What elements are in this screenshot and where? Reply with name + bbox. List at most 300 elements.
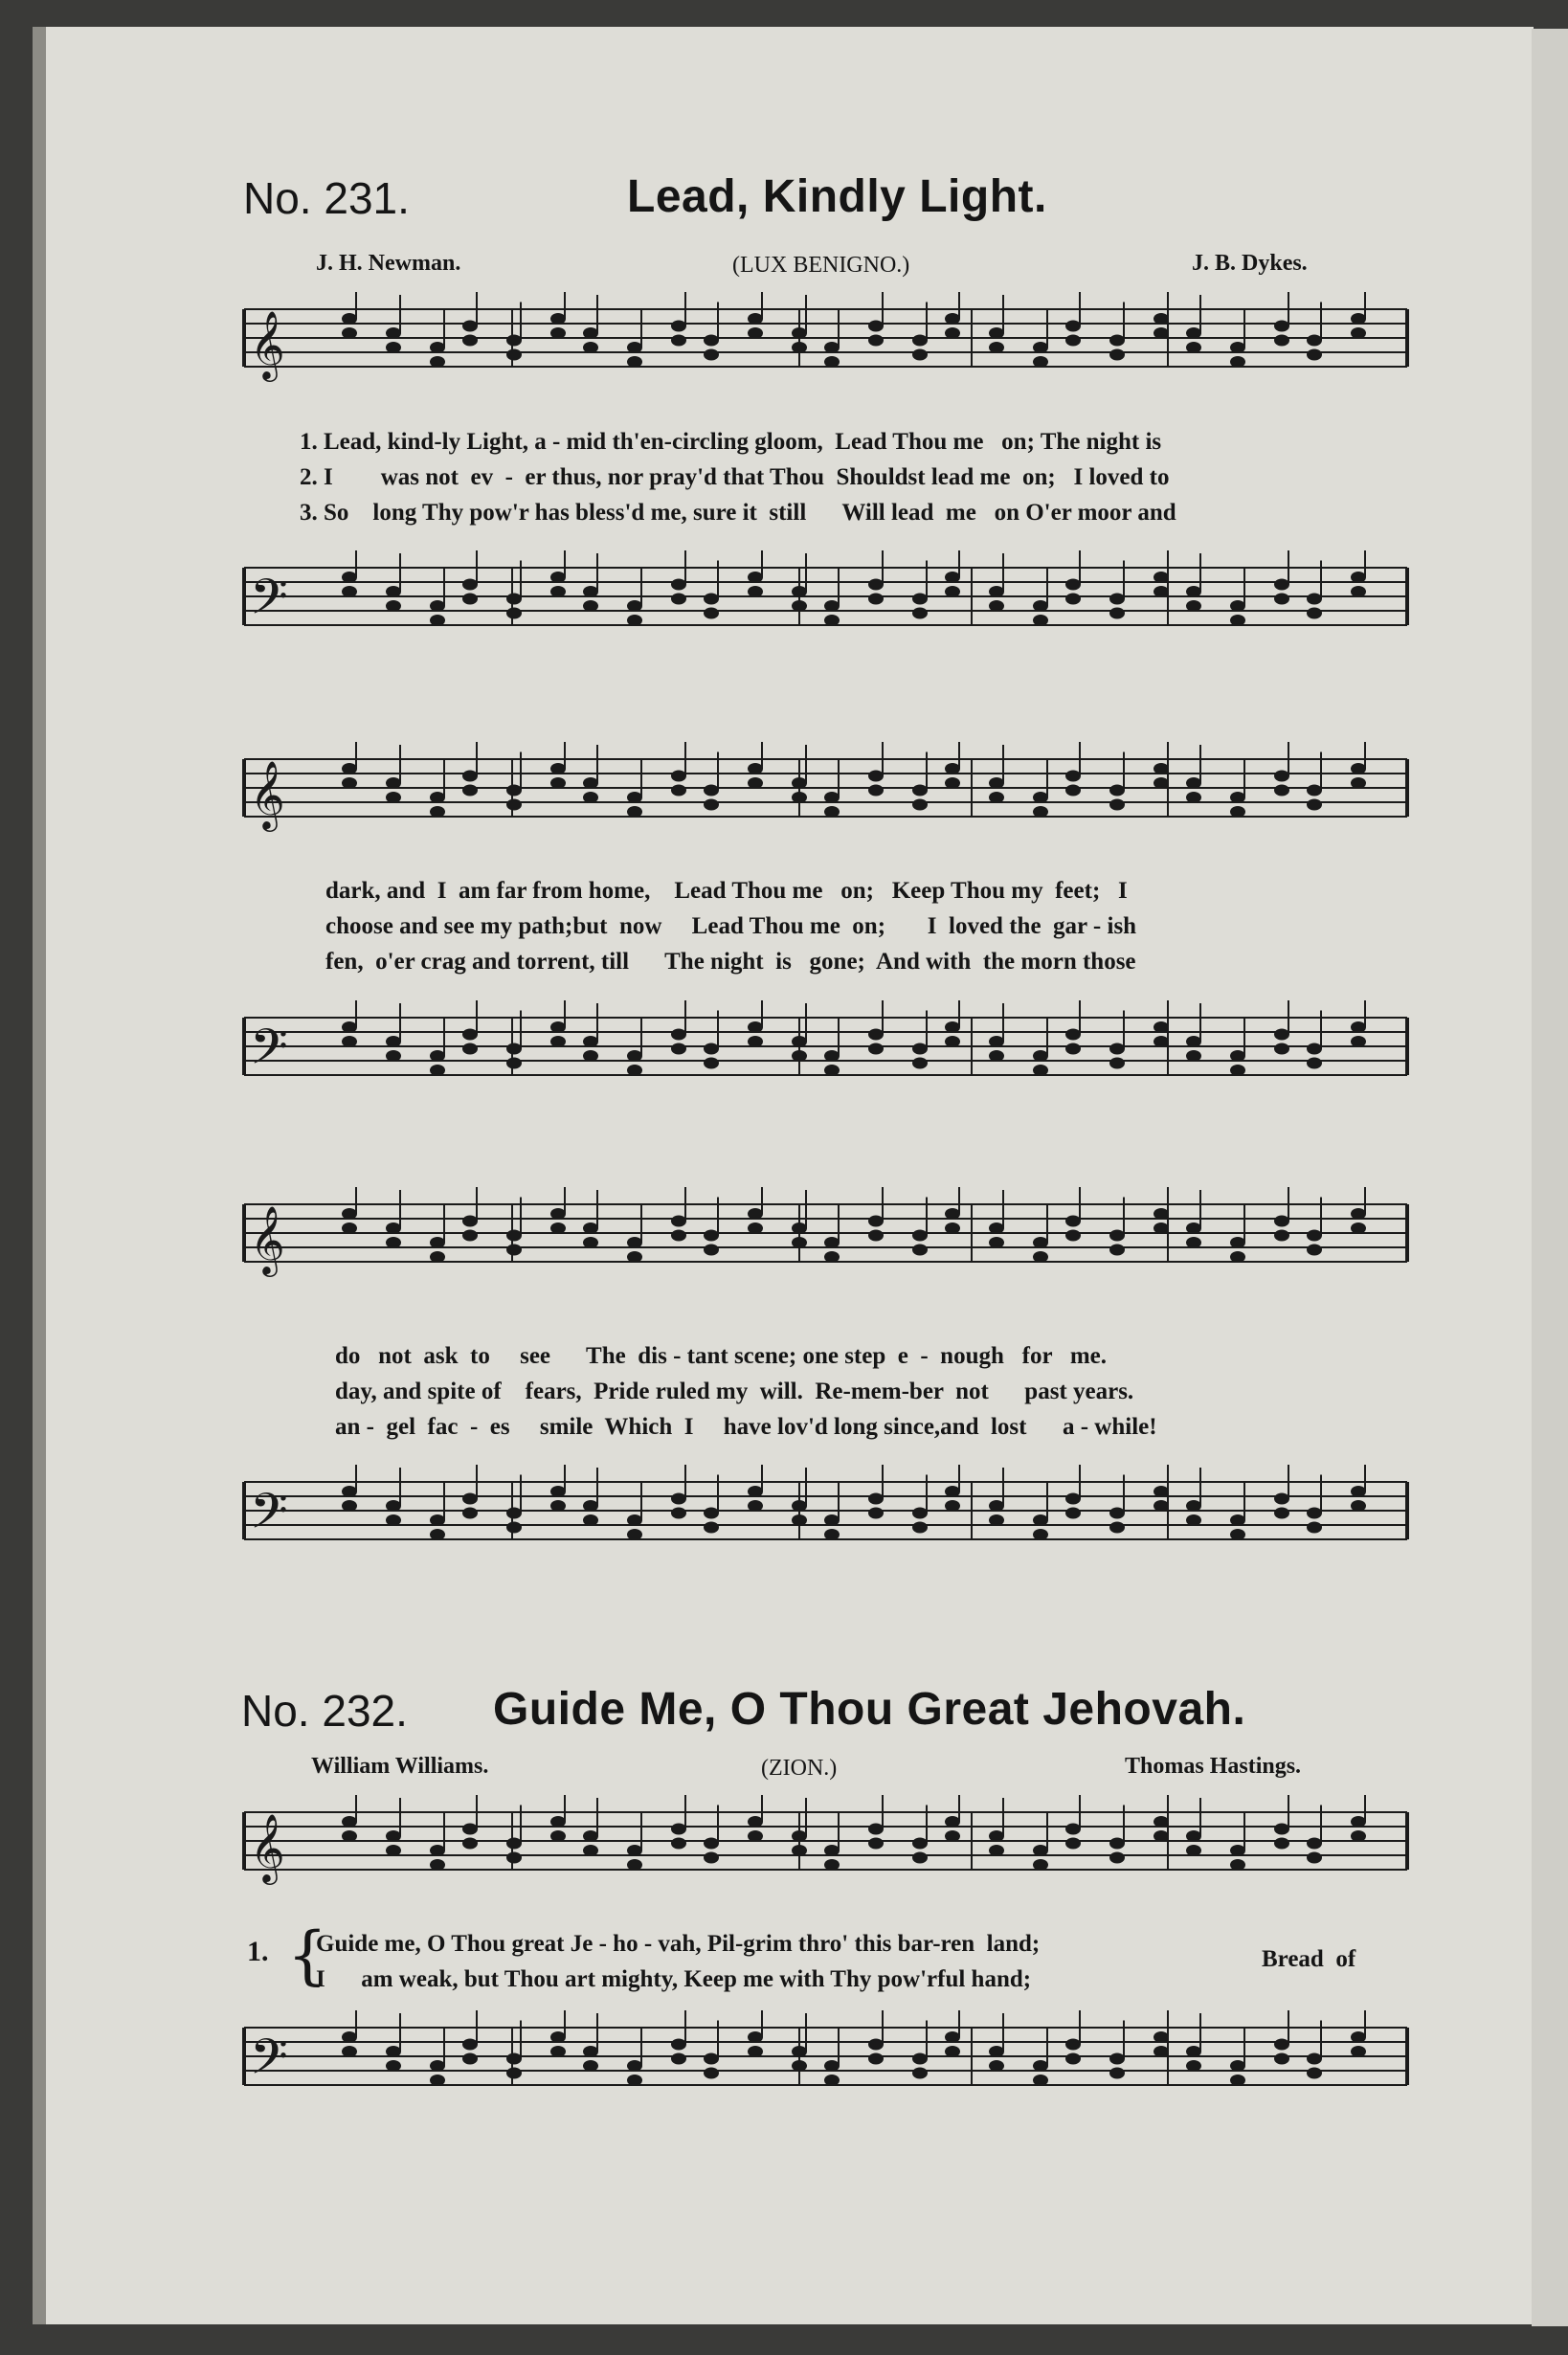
note-head	[989, 586, 1004, 597]
note-head	[342, 572, 357, 583]
note-head	[1351, 1816, 1366, 1828]
note-head	[792, 342, 807, 353]
note-head	[342, 1486, 357, 1497]
note-head	[792, 1222, 807, 1234]
note-head	[583, 792, 598, 803]
note-head	[1307, 1245, 1322, 1256]
note-head	[945, 1486, 960, 1497]
note-head	[1033, 1050, 1048, 1062]
note-head	[430, 1065, 445, 1076]
note-head	[1186, 1830, 1201, 1842]
note-head	[1186, 1050, 1201, 1062]
note-head	[868, 2039, 884, 2051]
note-head	[550, 763, 566, 774]
note-head	[550, 313, 566, 325]
note-head	[704, 335, 719, 347]
note-head	[792, 777, 807, 789]
note-head	[1154, 1021, 1169, 1033]
note-head	[1186, 1237, 1201, 1248]
note-head	[583, 327, 598, 339]
note-head	[1274, 2053, 1289, 2065]
bass-clef-icon: 𝄢	[250, 1482, 288, 1552]
note-head	[1274, 1824, 1289, 1835]
note-head	[1033, 2075, 1048, 2086]
note-head	[1154, 1816, 1169, 1828]
note-head	[1274, 1493, 1289, 1505]
note-head	[945, 777, 960, 789]
note-head	[704, 1245, 719, 1256]
note-head	[748, 586, 763, 597]
note-head	[1109, 1230, 1125, 1242]
treble-clef-icon: 𝄞	[250, 1204, 285, 1274]
note-head	[704, 349, 719, 361]
note-head	[1109, 785, 1125, 796]
note-head	[1230, 2075, 1245, 2086]
note-head	[1307, 1230, 1322, 1242]
note-head	[550, 1486, 566, 1497]
bass-clef-icon: 𝄢	[250, 568, 288, 638]
note-head	[671, 1493, 686, 1505]
note-head	[1274, 1216, 1289, 1227]
note-head	[824, 806, 840, 818]
note-head	[1033, 356, 1048, 368]
note-head	[430, 356, 445, 368]
note-head	[989, 2046, 1004, 2057]
note-head	[824, 2060, 840, 2072]
note-head	[945, 1021, 960, 1033]
note-head	[1274, 771, 1289, 782]
note-head	[912, 799, 928, 811]
note-head	[1351, 327, 1366, 339]
note-head	[912, 608, 928, 619]
note-head	[868, 771, 884, 782]
note-head	[430, 2075, 445, 2086]
hymn-232-tune-name: (ZION.)	[761, 1756, 838, 1781]
note-head	[792, 1237, 807, 1248]
note-head	[1154, 777, 1169, 789]
note-head	[945, 1500, 960, 1512]
note-head	[748, 1021, 763, 1033]
note-head	[627, 2060, 642, 2072]
note-head	[386, 1500, 401, 1512]
note-head	[550, 1500, 566, 1512]
note-head	[342, 2031, 357, 2043]
note-head	[868, 1824, 884, 1835]
note-head	[386, 792, 401, 803]
note-head	[430, 1251, 445, 1263]
hymn-231-s2-lyric-1: dark, and I am far from home, Lead Thou me on; Keep Thou my feet; I	[325, 878, 1128, 904]
note-head	[506, 594, 522, 605]
note-head	[1154, 327, 1169, 339]
hymn-231-s1-lyric-2: 2. I was not ev - er thus, nor pray'd that Thou Shouldst lead me on; I loved to	[300, 464, 1170, 490]
note-head	[1230, 1065, 1245, 1076]
hymn-232-lyric-1: Guide me, O Thou great Je - ho - vah, Pil-grim thro' this bar-ren land;	[316, 1931, 1041, 1957]
note-head	[792, 586, 807, 597]
note-head	[550, 1222, 566, 1234]
note-head	[1351, 1222, 1366, 1234]
note-head	[792, 2046, 807, 2057]
note-head	[1186, 2046, 1201, 2057]
note-head	[430, 1529, 445, 1540]
note-head	[430, 1845, 445, 1856]
note-head	[1186, 327, 1201, 339]
note-head	[506, 349, 522, 361]
note-head	[1351, 1021, 1366, 1033]
note-head	[342, 777, 357, 789]
note-head	[342, 586, 357, 597]
note-head	[1065, 1043, 1081, 1055]
note-head	[1307, 608, 1322, 619]
note-head	[912, 785, 928, 796]
note-head	[506, 1852, 522, 1864]
note-head	[506, 785, 522, 796]
note-head	[989, 1845, 1004, 1856]
note-head	[430, 615, 445, 626]
note-head	[506, 1522, 522, 1534]
note-head	[550, 777, 566, 789]
hymn-231-s1-lyric-1: 1. Lead, kind-ly Light, a - mid th'en-circling gloom, Lead Thou me on; The night is	[300, 429, 1162, 455]
note-head	[868, 1029, 884, 1041]
note-head	[550, 586, 566, 597]
bass-clef-icon: 𝄢	[250, 1018, 288, 1088]
note-head	[868, 321, 884, 332]
note-head	[748, 777, 763, 789]
note-head	[462, 785, 478, 796]
note-head	[671, 1043, 686, 1055]
hymn-231-system-2-bass-staff	[235, 1000, 1422, 1115]
note-head	[386, 777, 401, 789]
note-head	[1230, 600, 1245, 612]
note-head	[945, 1036, 960, 1047]
hymn-232-title: Guide Me, O Thou Great Jehovah.	[493, 1684, 1246, 1735]
note-head	[1065, 771, 1081, 782]
note-head	[627, 356, 642, 368]
note-head	[945, 2046, 960, 2057]
note-head	[748, 1036, 763, 1047]
note-head	[1186, 792, 1201, 803]
note-head	[627, 342, 642, 353]
note-head	[506, 1245, 522, 1256]
note-head	[1230, 1514, 1245, 1526]
note-head	[1065, 1508, 1081, 1519]
note-head	[1307, 2068, 1322, 2079]
hymn-231-tune-name: (LUX BENIGNO.)	[732, 253, 910, 278]
note-head	[824, 1514, 840, 1526]
note-head	[462, 1029, 478, 1041]
note-head	[1230, 2060, 1245, 2072]
note-head	[1186, 1036, 1201, 1047]
note-head	[748, 2031, 763, 2043]
note-head	[1230, 615, 1245, 626]
note-head	[1307, 1852, 1322, 1864]
note-head	[342, 1830, 357, 1842]
note-head	[462, 1838, 478, 1850]
note-head	[989, 2060, 1004, 2072]
note-head	[1033, 2060, 1048, 2072]
note-head	[430, 342, 445, 353]
note-head	[583, 1050, 598, 1062]
note-head	[386, 1845, 401, 1856]
note-head	[1274, 594, 1289, 605]
note-head	[792, 1050, 807, 1062]
note-head	[868, 1508, 884, 1519]
note-head	[1065, 2039, 1081, 2051]
note-head	[868, 2053, 884, 2065]
note-head	[912, 1058, 928, 1069]
note-head	[868, 1043, 884, 1055]
note-head	[1154, 763, 1169, 774]
note-head	[506, 2068, 522, 2079]
note-head	[462, 2053, 478, 2065]
note-head	[1109, 1058, 1125, 1069]
hymn-232-author: William Williams.	[311, 1754, 489, 1779]
note-head	[627, 1237, 642, 1248]
bass-clef-icon: 𝄢	[250, 2028, 288, 2097]
note-head	[627, 1529, 642, 1540]
note-head	[627, 2075, 642, 2086]
note-head	[868, 335, 884, 347]
note-head	[1109, 335, 1125, 347]
note-head	[1109, 1043, 1125, 1055]
note-head	[868, 1216, 884, 1227]
note-head	[824, 615, 840, 626]
hymn-231-system-3-treble-staff	[235, 1187, 1422, 1292]
note-head	[583, 2046, 598, 2057]
hymn-232-lyric-continuation: Bread of	[1262, 1946, 1356, 1972]
note-head	[912, 349, 928, 361]
note-head	[792, 1514, 807, 1526]
note-head	[1109, 1522, 1125, 1534]
note-head	[506, 608, 522, 619]
note-head	[671, 771, 686, 782]
verse-brace: {	[287, 1918, 327, 1992]
note-head	[583, 1845, 598, 1856]
note-head	[386, 586, 401, 597]
note-head	[989, 1050, 1004, 1062]
note-head	[583, 2060, 598, 2072]
note-head	[704, 1043, 719, 1055]
note-head	[824, 2075, 840, 2086]
note-head	[1230, 356, 1245, 368]
note-head	[671, 1029, 686, 1041]
note-head	[989, 792, 1004, 803]
note-head	[1274, 1029, 1289, 1041]
note-head	[748, 572, 763, 583]
note-head	[1065, 321, 1081, 332]
note-head	[1065, 1838, 1081, 1850]
note-head	[550, 1208, 566, 1220]
note-head	[1274, 1508, 1289, 1519]
note-head	[1351, 1500, 1366, 1512]
note-head	[462, 594, 478, 605]
note-head	[550, 1021, 566, 1033]
note-head	[1065, 1230, 1081, 1242]
note-head	[748, 1830, 763, 1842]
note-head	[912, 1838, 928, 1850]
treble-clef-icon: 𝄞	[250, 1812, 285, 1882]
note-head	[462, 1824, 478, 1835]
note-head	[1033, 600, 1048, 612]
note-head	[868, 579, 884, 591]
note-head	[748, 313, 763, 325]
hymn-231-s3-lyric-1: do not ask to see The dis - tant scene; one step e - nough for me.	[335, 1343, 1108, 1369]
note-head	[824, 342, 840, 353]
note-head	[1186, 342, 1201, 353]
note-head	[430, 1237, 445, 1248]
note-head	[583, 586, 598, 597]
note-head	[824, 1065, 840, 1076]
note-head	[1033, 806, 1048, 818]
hymn-231-s2-lyric-2: choose and see my path;but now Lead Thou me on; I loved the gar - ish	[325, 913, 1137, 939]
note-head	[583, 1237, 598, 1248]
note-head	[1274, 1838, 1289, 1850]
note-head	[989, 600, 1004, 612]
hymn-232-system-1-treble-staff	[235, 1795, 1422, 1900]
note-head	[912, 335, 928, 347]
note-head	[1351, 572, 1366, 583]
note-head	[1274, 785, 1289, 796]
note-head	[912, 2068, 928, 2079]
note-head	[1154, 586, 1169, 597]
note-head	[1109, 1508, 1125, 1519]
note-head	[912, 1508, 928, 1519]
note-head	[1307, 594, 1322, 605]
hymn-231-s1-lyric-3: 3. So long Thy pow'r has bless'd me, sure it still Will lead me on O'er moor and	[300, 500, 1176, 526]
note-head	[1033, 1845, 1048, 1856]
facing-page-edge	[1532, 29, 1568, 2326]
note-head	[1109, 2068, 1125, 2079]
note-head	[824, 1050, 840, 1062]
note-head	[792, 792, 807, 803]
note-head	[704, 608, 719, 619]
hymn-231-system-1-bass-staff	[235, 550, 1422, 665]
note-head	[1033, 1529, 1048, 1540]
note-head	[627, 600, 642, 612]
note-head	[945, 327, 960, 339]
note-head	[627, 1050, 642, 1062]
note-head	[824, 600, 840, 612]
note-head	[704, 2068, 719, 2079]
note-head	[824, 1251, 840, 1263]
note-head	[704, 1522, 719, 1534]
note-head	[1230, 1529, 1245, 1540]
note-head	[868, 1838, 884, 1850]
note-head	[1154, 313, 1169, 325]
note-head	[1109, 1245, 1125, 1256]
note-head	[1230, 792, 1245, 803]
note-head	[1307, 349, 1322, 361]
note-head	[583, 342, 598, 353]
note-head	[671, 1230, 686, 1242]
note-head	[945, 586, 960, 597]
note-head	[912, 594, 928, 605]
note-head	[1186, 1845, 1201, 1856]
note-head	[506, 1230, 522, 1242]
note-head	[1065, 594, 1081, 605]
note-head	[583, 777, 598, 789]
note-head	[1307, 1838, 1322, 1850]
hymn-232-lyric-2: I am weak, but Thou art mighty, Keep me with Thy pow'rful hand;	[316, 1966, 1032, 1992]
note-head	[1186, 1222, 1201, 1234]
note-head	[627, 1251, 642, 1263]
note-head	[1307, 785, 1322, 796]
note-head	[550, 1816, 566, 1828]
note-head	[1186, 1514, 1201, 1526]
note-head	[386, 1050, 401, 1062]
note-head	[868, 785, 884, 796]
note-head	[1154, 1222, 1169, 1234]
note-head	[550, 327, 566, 339]
note-head	[583, 1500, 598, 1512]
note-head	[704, 1508, 719, 1519]
note-head	[824, 1859, 840, 1871]
note-head	[989, 1830, 1004, 1842]
note-head	[704, 594, 719, 605]
note-head	[386, 600, 401, 612]
note-head	[506, 1043, 522, 1055]
note-head	[989, 1036, 1004, 1047]
note-head	[1033, 615, 1048, 626]
note-head	[824, 792, 840, 803]
note-head	[1186, 600, 1201, 612]
note-head	[1230, 806, 1245, 818]
note-head	[1154, 1830, 1169, 1842]
hymn-231-s3-lyric-2: day, and spite of fears, Pride ruled my will. Re-mem-ber not past years.	[335, 1379, 1134, 1404]
note-head	[1351, 2046, 1366, 2057]
note-head	[671, 2039, 686, 2051]
note-head	[462, 1043, 478, 1055]
note-head	[989, 777, 1004, 789]
note-head	[671, 594, 686, 605]
note-head	[342, 1021, 357, 1033]
note-head	[671, 335, 686, 347]
note-head	[671, 2053, 686, 2065]
note-head	[430, 1859, 445, 1871]
note-head	[1109, 799, 1125, 811]
note-head	[1186, 2060, 1201, 2072]
note-head	[989, 1237, 1004, 1248]
note-head	[671, 785, 686, 796]
note-head	[671, 579, 686, 591]
note-head	[1109, 608, 1125, 619]
note-head	[1351, 1208, 1366, 1220]
note-head	[583, 1830, 598, 1842]
note-head	[1351, 2031, 1366, 2043]
note-head	[748, 327, 763, 339]
note-head	[748, 1222, 763, 1234]
note-head	[1154, 1208, 1169, 1220]
hymn-231-number: No. 231.	[243, 173, 410, 223]
hymn-232-number: No. 232.	[241, 1686, 408, 1736]
note-head	[1307, 799, 1322, 811]
note-head	[824, 1845, 840, 1856]
note-head	[1154, 1500, 1169, 1512]
note-head	[1186, 777, 1201, 789]
note-head	[748, 1208, 763, 1220]
note-head	[342, 1222, 357, 1234]
note-head	[430, 600, 445, 612]
note-head	[748, 2046, 763, 2057]
note-head	[506, 799, 522, 811]
treble-clef-icon: 𝄞	[250, 759, 285, 829]
hymn-231-s3-lyric-3: an - gel fac - es smile Which I have lov'd long since,and lost a - while!	[335, 1414, 1157, 1440]
note-head	[1065, 1824, 1081, 1835]
note-head	[462, 771, 478, 782]
note-head	[824, 1237, 840, 1248]
note-head	[792, 1500, 807, 1512]
note-head	[945, 2031, 960, 2043]
note-head	[1307, 1508, 1322, 1519]
